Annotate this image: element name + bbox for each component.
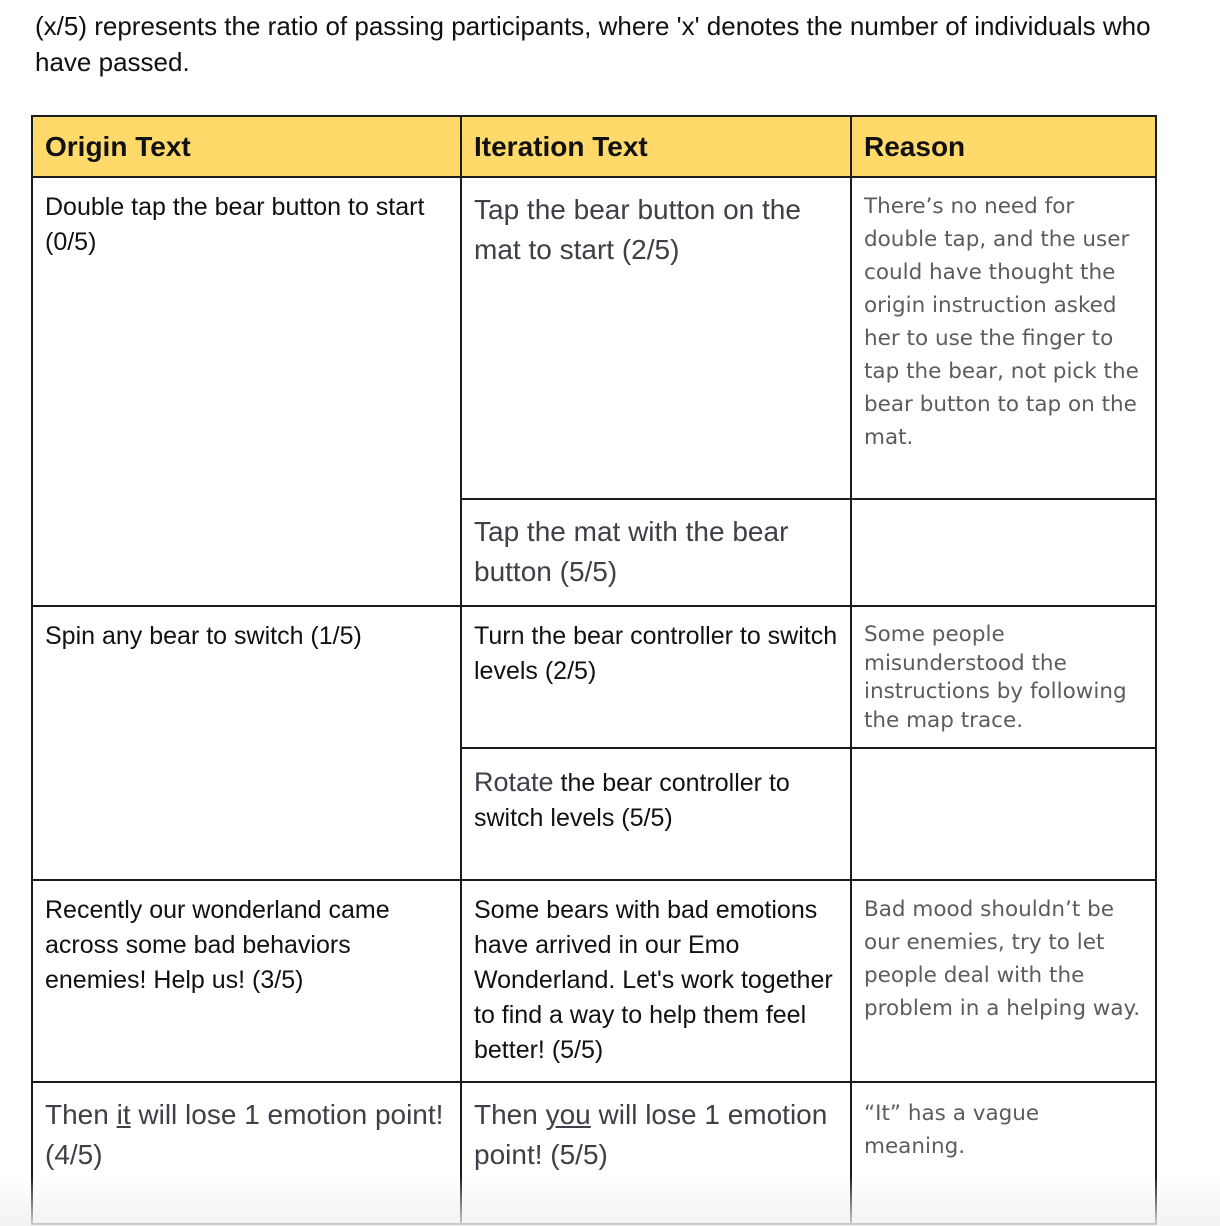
origin-text: will lose 1 emotion point! (4/5) bbox=[45, 1099, 444, 1170]
intro-paragraph: (x/5) represents the ratio of passing participants, where 'x' denotes the number of individuals who have passed. bbox=[35, 11, 1151, 77]
underlined-word: it bbox=[116, 1099, 131, 1130]
table-row bbox=[32, 1082, 1156, 1224]
table-row bbox=[32, 880, 1156, 1082]
iteration-cell: Tap the bear button on the mat to start (2/5) bbox=[461, 177, 851, 499]
iteration-cell: Turn the bear controller to switch levels (2/5) bbox=[461, 606, 851, 748]
iteration-text: the bear controller to switch levels (5/5) bbox=[474, 769, 790, 832]
iteration-cell bbox=[461, 748, 851, 880]
iteration-text: will lose 1 emotion point! (5/5) bbox=[474, 1099, 828, 1170]
reason-cell: Bad mood shouldn’t be our enemies, try to let people deal with the problem in a helping way. bbox=[851, 880, 1156, 1082]
reason-cell-empty bbox=[851, 499, 1156, 606]
highlight-word: Rotate bbox=[474, 767, 554, 797]
comparison-table bbox=[31, 115, 1157, 1225]
table-row bbox=[32, 177, 1156, 499]
iteration-cell: Tap the mat with the bear button (5/5) bbox=[461, 499, 851, 606]
iteration-cell: Some bears with bad emotions have arrived in our Emo Wonderland. Let's work together to find a way to help them feel better! (5/5) bbox=[461, 880, 851, 1082]
reason-cell: Some people misunderstood the instructions by following the map trace. bbox=[851, 606, 1156, 748]
origin-text: Then bbox=[45, 1099, 117, 1130]
iteration-text: Then bbox=[474, 1099, 546, 1130]
header-reason: Reason bbox=[851, 116, 1156, 177]
iteration-cell bbox=[461, 1082, 851, 1224]
header-origin-text: Origin Text bbox=[32, 116, 461, 177]
origin-cell: Double tap the bear button to start (0/5) bbox=[32, 177, 461, 606]
origin-cell: Recently our wonderland came across some bad behaviors enemies! Help us! (3/5) bbox=[32, 880, 461, 1082]
reason-cell: “It” has a vague meaning. bbox=[851, 1082, 1156, 1224]
table-row bbox=[32, 606, 1156, 748]
reason-cell-empty bbox=[851, 748, 1156, 880]
table-header-row bbox=[32, 116, 1156, 177]
header-iteration-text: Iteration Text bbox=[461, 116, 851, 177]
origin-cell bbox=[32, 1082, 461, 1224]
underlined-word: you bbox=[545, 1099, 591, 1130]
reason-cell: There’s no need for double tap, and the user could have thought the origin instruction asked her to use the finger to tap the bear, not pick the bear button to tap on the mat. bbox=[851, 177, 1156, 499]
origin-cell: Spin any bear to switch (1/5) bbox=[32, 606, 461, 880]
